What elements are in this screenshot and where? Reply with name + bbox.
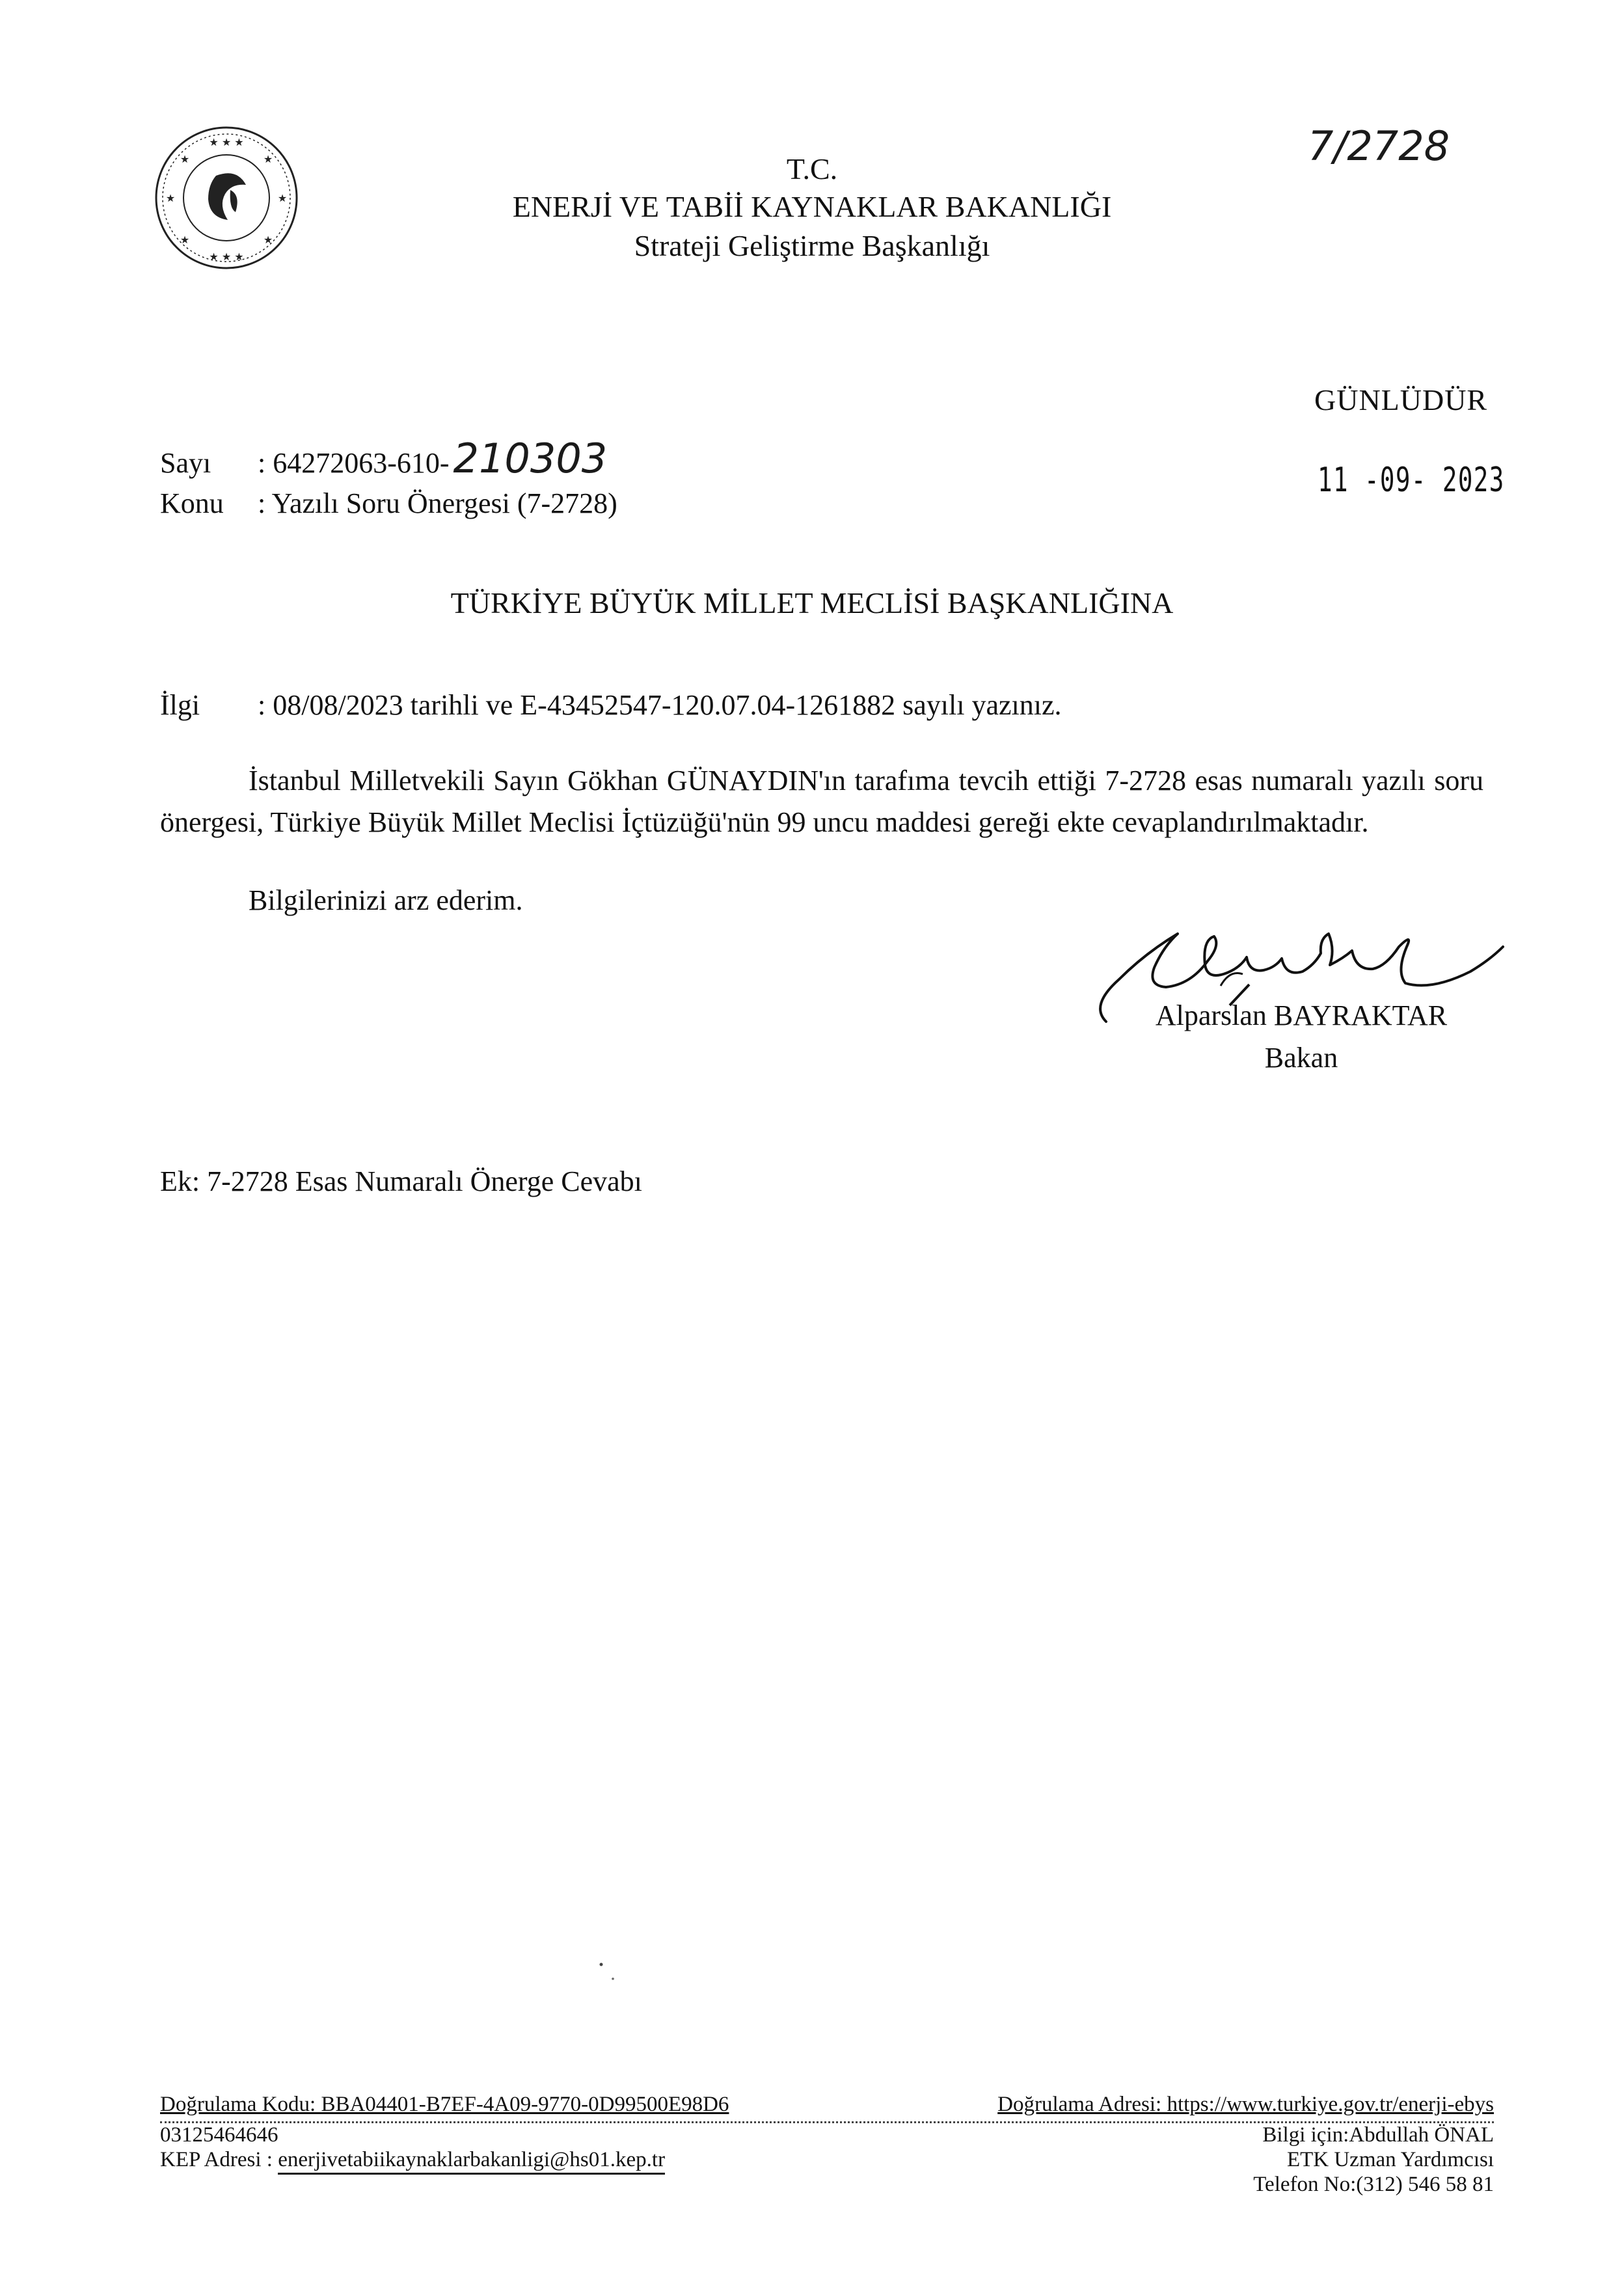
- konu-label: Konu: [160, 487, 224, 519]
- kep-email-link[interactable]: enerjivetabiikaynaklarbakanligi@hs01.kep.tr: [278, 2148, 665, 2175]
- svg-text:★: ★: [180, 153, 190, 165]
- kep-address: [160, 2147, 665, 2172]
- info-title: ETK Uzman Yardımcısı: [1286, 2148, 1494, 2171]
- header-republic: T.C.: [786, 152, 838, 185]
- header-unit: Strateji Geliştirme Başkanlığı: [634, 229, 990, 262]
- closing-line: Bilgilerinizi arz ederim.: [249, 884, 523, 916]
- konu-row: [160, 487, 617, 520]
- sayi-handwritten-number: 210303: [453, 435, 608, 482]
- footer-contact-left: [160, 2123, 665, 2172]
- signer-name: Alparslan BAYRAKTAR: [1155, 999, 1448, 1031]
- addressee: TÜRKİYE BÜYÜK MİLLET MECLİSİ BAŞKANLIĞINA: [450, 586, 1174, 619]
- svg-text:★: ★: [180, 234, 190, 246]
- kep-label: KEP Adresi :: [160, 2148, 273, 2171]
- verification-code: Doğrulama Kodu: BBA04401-B7EF-4A09-9770-0D99500E98D6: [160, 2093, 729, 2116]
- footer-phone: 03125464646: [160, 2123, 278, 2147]
- svg-text:★: ★: [263, 153, 273, 165]
- svg-text:★ ★ ★: ★ ★ ★: [209, 251, 244, 263]
- sayi-row: [160, 435, 607, 482]
- svg-text:★: ★: [165, 192, 176, 204]
- attachment-line: Ek: 7-2728 Esas Numaralı Önerge Cevabı: [160, 1165, 642, 1197]
- info-phone: Telefon No:(312) 546 58 81: [1253, 2173, 1494, 2196]
- verification-address-link[interactable]: Doğrulama Adresi: https://www.turkiye.gov.tr/enerji-ebys: [997, 2093, 1494, 2116]
- ilgi-row: [160, 688, 1061, 722]
- konu-value: : Yazılı Soru Önergesi (7-2728): [258, 487, 617, 519]
- body-paragraph: İstanbul Milletvekili Sayın Gökhan GÜNAYDIN'ın tarafıma tevcih ettiği 7-2728 esas numaralı yazılı soru önergesi, Türkiye Büyük Millet Meclisi İçtüzüğü'nün 99 uncu maddesi gereği ekte cevaplandırılmaktadır.: [160, 765, 1483, 838]
- info-contact: Bilgi için:Abdullah ÖNAL: [1262, 2123, 1494, 2147]
- ilgi-value: : 08/08/2023 tarihli ve E-43452547-120.07.04-1261882 sayılı yazınız.: [258, 689, 1062, 721]
- svg-text:★ ★ ★: ★ ★ ★: [209, 136, 244, 148]
- urgency-label: GÜNLÜDÜR: [1314, 383, 1488, 416]
- header-ministry: ENERJİ VE TABİİ KAYNAKLAR BAKANLIĞI: [512, 190, 1112, 223]
- date-stamp: 11 -09- 2023: [1318, 461, 1505, 500]
- scan-speck: [599, 1962, 618, 1981]
- svg-text:★: ★: [263, 234, 273, 246]
- signer-title: Bakan: [1264, 1042, 1338, 1074]
- svg-text:★: ★: [277, 192, 288, 204]
- footer-contact-right: [934, 2123, 1494, 2197]
- ilgi-label: İlgi: [160, 689, 200, 721]
- sayi-label: Sayı: [160, 447, 211, 479]
- sayi-value: : 64272063-610-: [258, 447, 450, 479]
- handwritten-file-number: 7/2728: [1308, 122, 1450, 170]
